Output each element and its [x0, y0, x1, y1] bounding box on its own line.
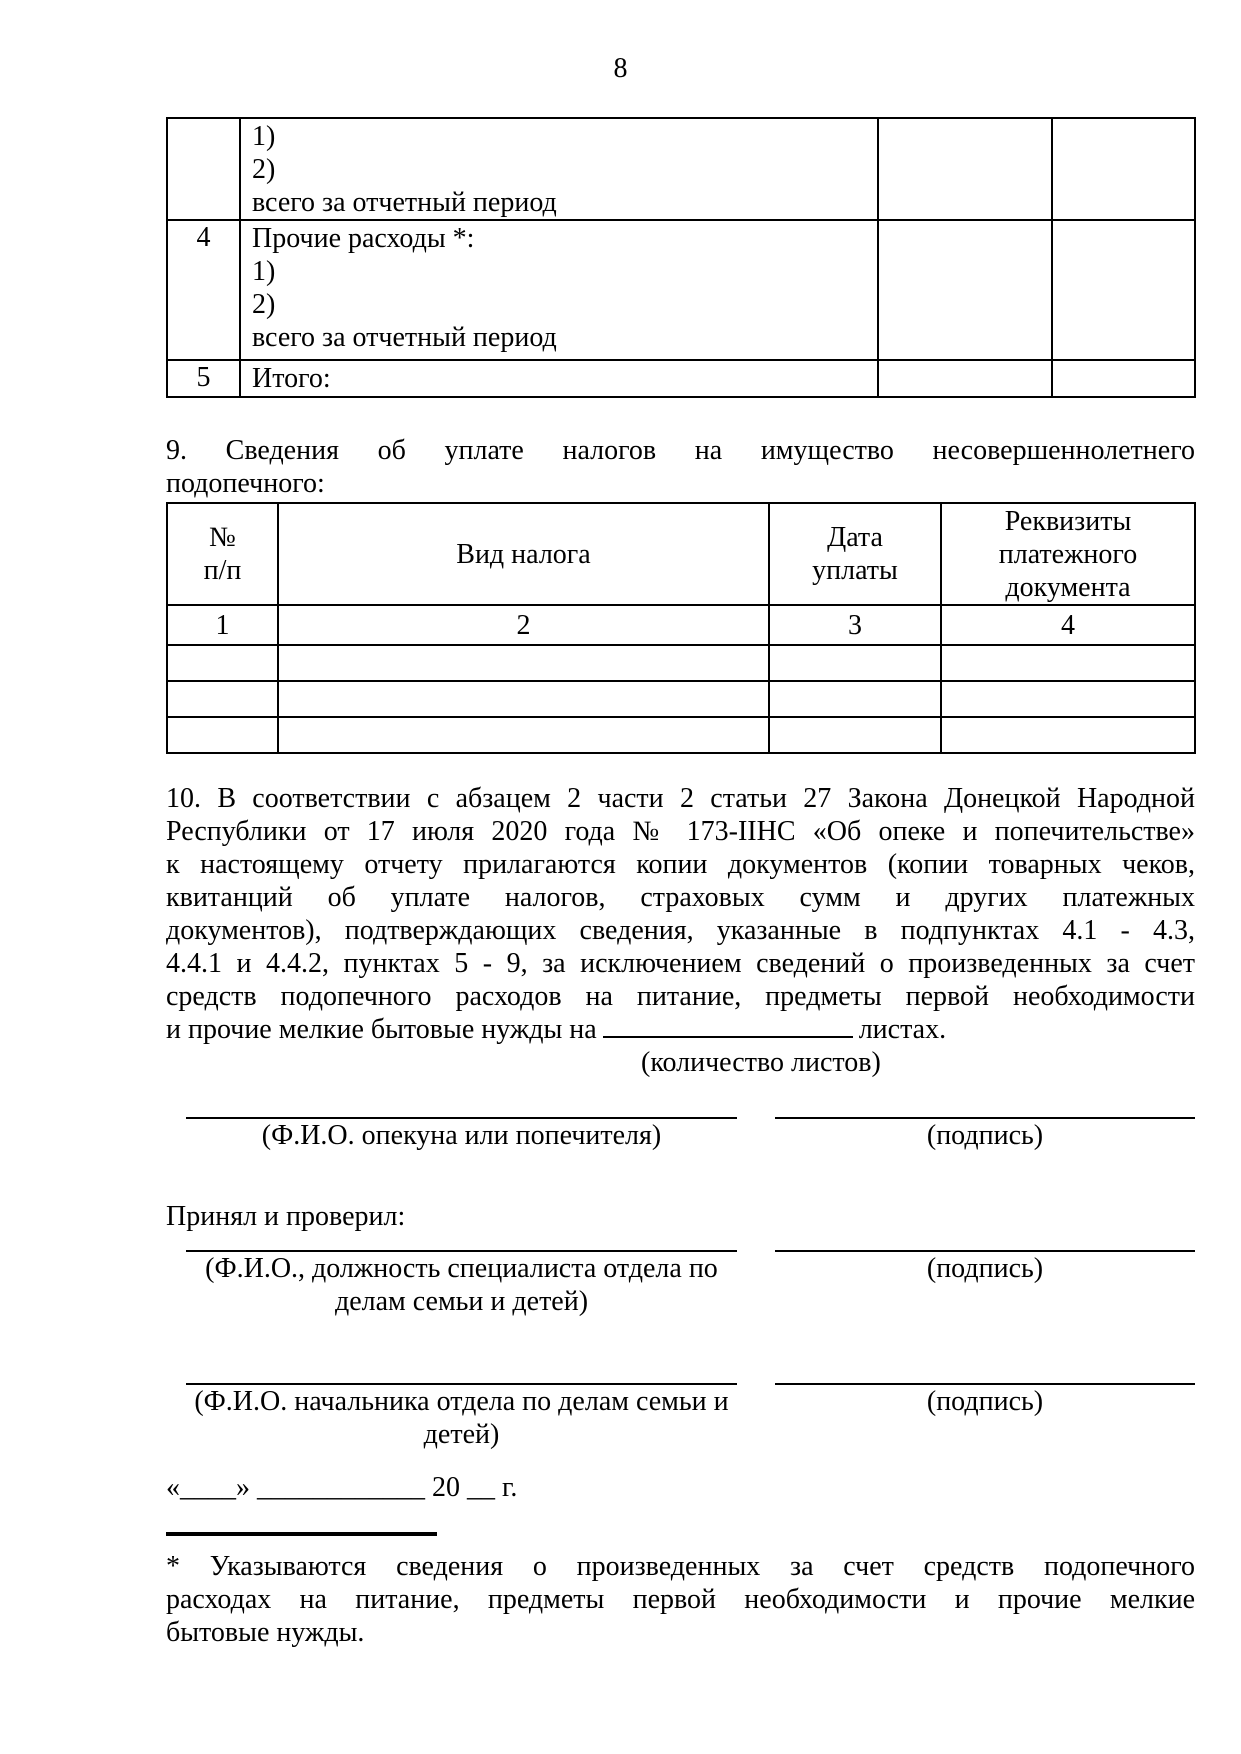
empty-cell — [278, 717, 769, 753]
signature-label: (подпись) — [926, 1253, 1044, 1284]
guardian-signature-line — [775, 1117, 1195, 1152]
header-text-line: Реквизиты — [1004, 505, 1132, 537]
empty-cell — [167, 681, 278, 717]
empty-cell — [769, 717, 941, 753]
department-head-signature-block — [186, 1383, 1195, 1451]
guardian-name-line — [186, 1117, 737, 1152]
empty-cell — [941, 717, 1195, 753]
row-text-line: 2) — [252, 154, 276, 185]
specialist-name-label: (Ф.И.О., должность специалиста отдела по — [205, 1253, 718, 1284]
blank-caption: (количество листов) — [641, 1047, 881, 1078]
paragraph-line: к настоящему отчету прилагаются копии документов (копии товарных чеков, — [166, 849, 1195, 880]
empty-cell — [941, 645, 1195, 681]
specialist-name-line — [186, 1250, 737, 1318]
guardian-name-label: (Ф.И.О. опекуна или попечителя) — [261, 1120, 662, 1151]
paragraph-line: квитанций об уплате налогов, страховых сумм и других платежных — [166, 882, 1195, 913]
taxes-table — [166, 502, 1196, 754]
amount-cell-empty — [1052, 220, 1195, 360]
empty-cell — [941, 681, 1195, 717]
header-cell-doc-details — [941, 503, 1195, 605]
row-text-cell — [240, 360, 878, 397]
paragraph-line: Республики от 17 июля 2020 года № 173-IIНС «Об опеке и попечительстве» — [166, 816, 1195, 847]
row-text-cell — [240, 220, 878, 360]
empty-data-row — [167, 717, 1195, 753]
empty-cell — [278, 681, 769, 717]
department-head-name-label: детей) — [423, 1419, 500, 1450]
amount-cell-empty — [1052, 360, 1195, 397]
paragraph-line: 10. В соответствии с абзацем 2 части 2 статьи 27 Закона Донецкой Народной — [166, 783, 1195, 814]
column-number-cell: 4 — [941, 605, 1195, 645]
empty-cell — [769, 645, 941, 681]
column-number-cell: 3 — [769, 605, 941, 645]
header-text-line: платежного — [998, 538, 1138, 570]
signature-label: (подпись) — [926, 1386, 1044, 1417]
row-text-line: всего за отчетный период — [252, 187, 557, 218]
header-cell-num — [167, 503, 278, 605]
specialist-signature-line — [775, 1250, 1195, 1318]
footnote-text — [166, 1550, 1195, 1649]
paragraph-last-line — [166, 1013, 1195, 1046]
amount-cell-empty — [1052, 118, 1195, 220]
row-number-cell: 5 — [167, 360, 240, 397]
department-head-signature-line — [775, 1383, 1195, 1451]
table-row — [167, 220, 1195, 360]
row-text-line: 1) — [252, 256, 276, 287]
footnote-line: бытовые нужды. — [166, 1617, 365, 1648]
page-content — [0, 117, 1241, 1649]
section9-heading-line: 9. Сведения об уплате налогов на имущество несовершеннолетнего — [166, 435, 1195, 466]
footnote-line: * Указываются сведения о произведенных за счет средств подопечного — [166, 1551, 1195, 1582]
header-cell-pay-date — [769, 503, 941, 605]
header-text-line: Вид налога — [456, 538, 591, 570]
empty-cell — [167, 645, 278, 681]
specialist-name-label: делам семьи и детей) — [334, 1286, 589, 1317]
header-text-line: уплаты — [812, 555, 898, 586]
header-text-line: документа — [1005, 571, 1131, 603]
paragraph-line: документов), подтверждающих сведения, указанные в подпунктах 4.1 - 4.3, — [166, 915, 1195, 946]
column-numbers-row — [167, 605, 1195, 645]
section9-heading-line: подопечного: — [166, 468, 325, 499]
row-number-cell: 4 — [167, 220, 240, 360]
empty-data-row — [167, 645, 1195, 681]
sheet-count-blank-line — [603, 1014, 853, 1038]
section9-heading — [166, 434, 1195, 500]
amount-cell-empty — [878, 360, 1052, 397]
taxes-header-row — [167, 503, 1195, 605]
expenses-table — [166, 117, 1196, 398]
footnote-line: расходах на питание, предметы первой необходимости и прочие мелкие — [166, 1584, 1195, 1615]
department-head-name-label: (Ф.И.О. начальника отдела по делам семьи и — [194, 1386, 729, 1417]
section10-paragraph — [166, 782, 1195, 1079]
column-number-cell: 2 — [278, 605, 769, 645]
date-line: «____» ____________ 20 __ г. — [166, 1472, 518, 1503]
header-text-line: № — [209, 522, 236, 553]
row-text-cell — [240, 118, 878, 220]
header-text-line: Дата — [827, 522, 883, 553]
header-cell-tax-type — [278, 503, 769, 605]
signature-label: (подпись) — [926, 1120, 1044, 1151]
row-text-line: 1) — [252, 121, 276, 152]
row-text-line: Итого: — [252, 363, 331, 394]
last-line-suffix: листах. — [858, 1014, 947, 1045]
column-number-cell: 1 — [167, 605, 278, 645]
header-text-line: п/п — [203, 555, 242, 586]
specialist-signature-block — [186, 1250, 1195, 1318]
empty-cell — [278, 645, 769, 681]
department-head-name-line — [186, 1383, 737, 1451]
footnote-separator — [166, 1532, 437, 1536]
row-text-line: Прочие расходы *: — [252, 223, 475, 254]
guardian-signature-block — [186, 1117, 1195, 1152]
table-row — [167, 118, 1195, 220]
page-number: 8 — [613, 53, 628, 84]
empty-data-row — [167, 681, 1195, 717]
amount-cell-empty — [878, 118, 1052, 220]
paragraph-line: средств подопечного расходов на питание, предметы первой необходимости — [166, 981, 1195, 1012]
row-number-cell — [167, 118, 240, 220]
empty-cell — [167, 717, 278, 753]
paragraph-line: 4.4.1 и 4.4.2, пунктах 5 - 9, за исключением сведений о произведенных за счет — [166, 948, 1195, 979]
amount-cell-empty — [878, 220, 1052, 360]
empty-cell — [769, 681, 941, 717]
table-row — [167, 360, 1195, 397]
last-line-prefix: и прочие мелкие бытовые нужды на — [166, 1014, 597, 1045]
row-text-line: 2) — [252, 289, 276, 320]
row-text-line: всего за отчетный период — [252, 322, 557, 353]
accepted-by-text: Принял и проверил: — [166, 1201, 406, 1232]
